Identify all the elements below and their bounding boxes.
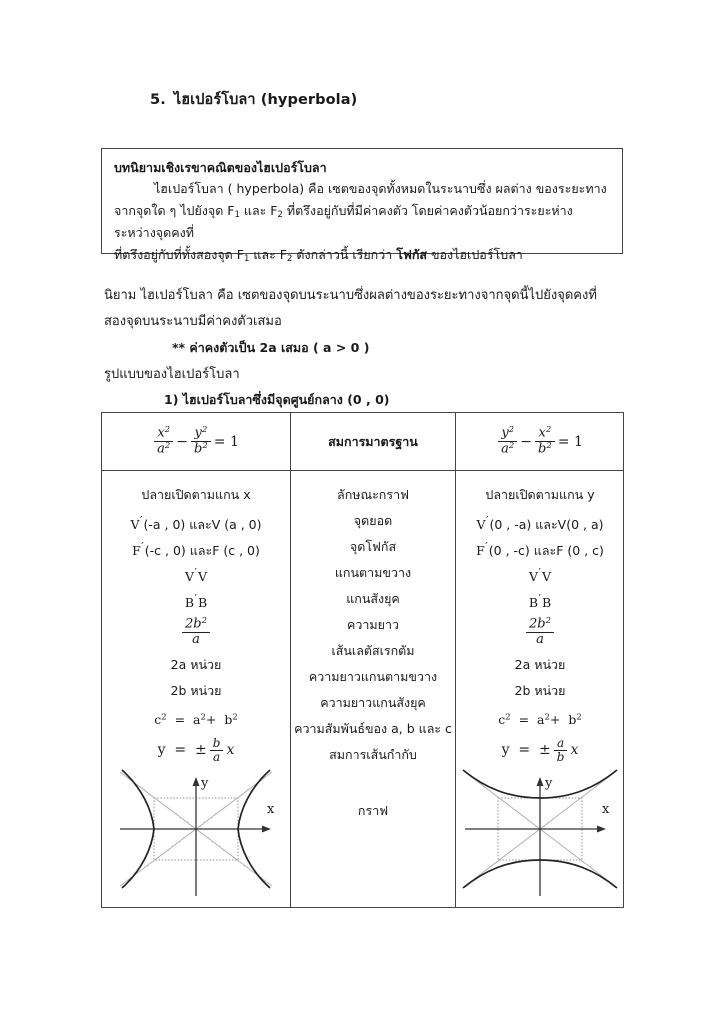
definition-line-3-d: ของไฮเปอร์โบลา — [427, 246, 523, 262]
forms-heading: รูปแบบของไฮเปอร์โบลา — [104, 367, 240, 382]
middle-label-foci: จุดโฟกัส — [349, 539, 397, 554]
left-latus-den: a — [182, 632, 210, 647]
right-asymptote-math: y = ± $\frac{a}{b}$ x — [501, 735, 579, 764]
right-latus-rectum — [456, 612, 624, 652]
definition-line-1-text: ไฮเปอร์โบลา ( hyperbola) คือ เซตของจุดทั้งหมดในระนาบซึ่ง ผลต่าง ของระยะทาง — [154, 181, 607, 197]
right-vertices-prefix: V — [476, 516, 486, 532]
left-x-axis-label: x — [267, 802, 275, 817]
page-title — [150, 88, 357, 111]
middle-label-graph: กราฟ — [357, 803, 389, 818]
middle-label-conjugate-length: ความยาวแกนสังยุค — [320, 695, 426, 710]
left-foci-value: (-c , 0) และF (c , 0) — [144, 542, 260, 558]
right-asymptote-num: a — [557, 735, 565, 750]
right-hyperbola-graph — [456, 758, 624, 906]
standard-equation-label: สมการมาตรฐาน — [328, 433, 418, 449]
definition-line-2 — [114, 200, 610, 244]
left-latus-exp: 2 — [201, 616, 207, 627]
right-latus-den: a — [526, 632, 554, 647]
page-title-number: 5. — [150, 92, 166, 108]
table-column-middle — [291, 413, 455, 907]
right-x-axis-label: x — [602, 802, 610, 817]
right-transverse-length: 2a หน่วย — [514, 657, 566, 672]
right-x-axis-arrow — [597, 826, 606, 833]
left-transverse-prime: ′ — [194, 566, 197, 579]
definition-line-3-b: และ F — [249, 246, 287, 262]
left-y-axis-arrow — [193, 777, 200, 786]
definition-paragraph-line-2: สองจุดบนระนาบมีค่าคงตัวเสมอ — [104, 314, 282, 329]
form-item-1: 1) ไฮเปอร์โบลาซึ่งมีจุดศูนย์กลาง (0 , 0) — [164, 392, 390, 407]
left-asymptote-den: a — [210, 750, 224, 764]
right-latus-exp: 2 — [545, 616, 551, 627]
left-vertices-value: (-a , 0) และV (a , 0) — [143, 516, 262, 532]
left-vertices — [102, 508, 290, 534]
left-column-rows — [102, 471, 290, 770]
definition-body — [114, 178, 610, 266]
table-column-right — [456, 413, 624, 907]
left-foci — [102, 534, 290, 560]
definition-line-3 — [114, 244, 610, 266]
left-latus-num: 2b — [184, 616, 202, 632]
definition-paragraph-line-1: นิยาม ไฮเปอร์โบลา คือ เซตของจุดบนระนาบซึ่งผลต่างของระยะทางจากจุดนี้ไปยังจุดคงที่ — [104, 288, 597, 303]
definition-box — [101, 148, 623, 264]
left-latus-rectum-fraction — [182, 617, 210, 647]
middle-column-rows — [291, 471, 455, 768]
definition-line-1 — [114, 178, 610, 200]
definition-line-2-c: ที่ตรึงอยู่กับที่มีค่าคงตัว โดยค่าคงตัวน้อยกว่าระยะห่างระหว่างจุดคงที่ — [114, 202, 573, 241]
right-y-axis-arrow — [537, 777, 544, 786]
right-latus-rectum-fraction — [526, 617, 554, 647]
left-y-axis-label: y — [201, 776, 209, 791]
definition-heading: บทนิยามเชิงเรขาคณิตของไฮเปอร์โบลา — [114, 160, 327, 175]
right-conjugate-length: 2b หน่วย — [514, 683, 566, 698]
right-conjugate-prime: ′ — [538, 592, 541, 605]
left-transverse-length: 2a หน่วย — [170, 657, 222, 672]
definition-line-2-b: และ F — [239, 202, 278, 218]
left-asymptote-num: b — [212, 735, 221, 750]
left-transverse-axis: V′V — [184, 566, 208, 584]
right-vertices — [456, 508, 624, 534]
middle-label-latus-rectum: เส้นเลตัสเรกตัม — [331, 643, 415, 658]
left-vertices-prime: ′ — [140, 514, 143, 527]
middle-label-length: ความยาว — [346, 617, 399, 632]
right-foci-prime: ′ — [485, 540, 488, 553]
definition-line-3-a: ที่ตรึงอยู่กับที่ทั้งสองจุด F — [114, 246, 244, 262]
middle-label-transverse-axis: แกนตามขวาง — [334, 565, 412, 580]
middle-label-conjugate-axis: แกนสังยุค — [346, 591, 400, 606]
right-standard-equation — [456, 413, 624, 470]
table-column-left — [102, 413, 290, 907]
left-conjugate-axis: B′B — [184, 592, 208, 610]
right-vertices-prime: ′ — [485, 514, 489, 527]
left-hyperbola-svg — [108, 758, 284, 904]
right-latus-num: 2b — [528, 616, 546, 632]
left-foci-prime: ′ — [141, 540, 144, 553]
right-y-axis-label: y — [545, 776, 553, 791]
middle-label-abc-relation: ความสัมพันธ์ของ a, b และ c — [294, 721, 452, 736]
left-asymptote-math: y = ± $\frac{b}{a}$ x — [157, 735, 235, 764]
right-vertices-value: (0 , -a) และV(0 , a) — [489, 516, 604, 532]
constant-note: ** ค่าคงตัวเป็น 2a เสมอ ( a > 0 ) — [172, 340, 370, 355]
right-hyperbola-svg — [457, 758, 623, 904]
right-standard-equation-math: $\frac{y^2}{a^2}$ − $\frac{x^2}{b^2}$ = 1 — [497, 426, 583, 456]
definition-line-2-sub1: 1 — [234, 209, 240, 220]
right-transverse-prime: ′ — [538, 566, 541, 579]
left-foci-prefix: F — [132, 542, 141, 558]
definition-line-3-sub2: 2 — [286, 253, 293, 264]
left-hyperbola-graph — [102, 758, 290, 906]
right-asymptote-den: b — [554, 750, 568, 764]
left-latus-rectum — [102, 612, 290, 652]
right-foci-prefix: F — [476, 542, 485, 558]
middle-label-transverse-length: ความยาวแกนตามขวาง — [308, 669, 438, 684]
left-conjugate-length: 2b หน่วย — [170, 683, 222, 698]
left-conjugate-prime: ′ — [194, 592, 197, 605]
right-abc-relation: $c^2 = a^2+ b^2$ — [498, 711, 582, 727]
hyperbola-comparison-table — [101, 412, 624, 908]
left-standard-equation-math: $\frac{x^2}{a^2}$ − $\frac{y^2}{b^2}$ = 1 — [153, 426, 239, 456]
right-foci-value: (0 , -c) และF (0 , c) — [488, 542, 604, 558]
left-abc-relation: $c^2 = a^2+ b^2$ — [154, 711, 238, 727]
right-conjugate-axis: B′B — [528, 592, 552, 610]
definition-line-2-a: จากจุดใด ๆ ไปยังจุด F — [114, 202, 235, 218]
left-vertices-prefix: V — [130, 516, 140, 532]
definition-focus-keyword: โฟกัส — [396, 246, 428, 262]
left-standard-equation — [102, 413, 290, 470]
definition-line-3-sub1: 1 — [243, 253, 250, 264]
right-open-axis: ปลายเปิดตามแกน y — [485, 487, 595, 502]
right-transverse-axis: V′V — [528, 566, 552, 584]
middle-label-asymptote: สมการเส้นกำกับ — [329, 747, 417, 762]
right-foci — [456, 534, 624, 560]
middle-label-graph-type: ลักษณะกราฟ — [337, 487, 409, 502]
left-open-axis: ปลายเปิดตามแกน x — [141, 487, 251, 502]
definition-line-3-c: ดังกล่าวนี้ เรียกว่า — [292, 246, 397, 262]
middle-header-cell — [291, 413, 455, 470]
middle-label-vertices: จุดยอด — [353, 513, 393, 528]
left-x-axis-arrow — [262, 826, 271, 833]
right-column-rows — [456, 471, 624, 770]
definition-line-2-sub2: 2 — [277, 209, 283, 220]
page-title-text: ไฮเปอร์โบลา (hyperbola) — [173, 92, 358, 108]
